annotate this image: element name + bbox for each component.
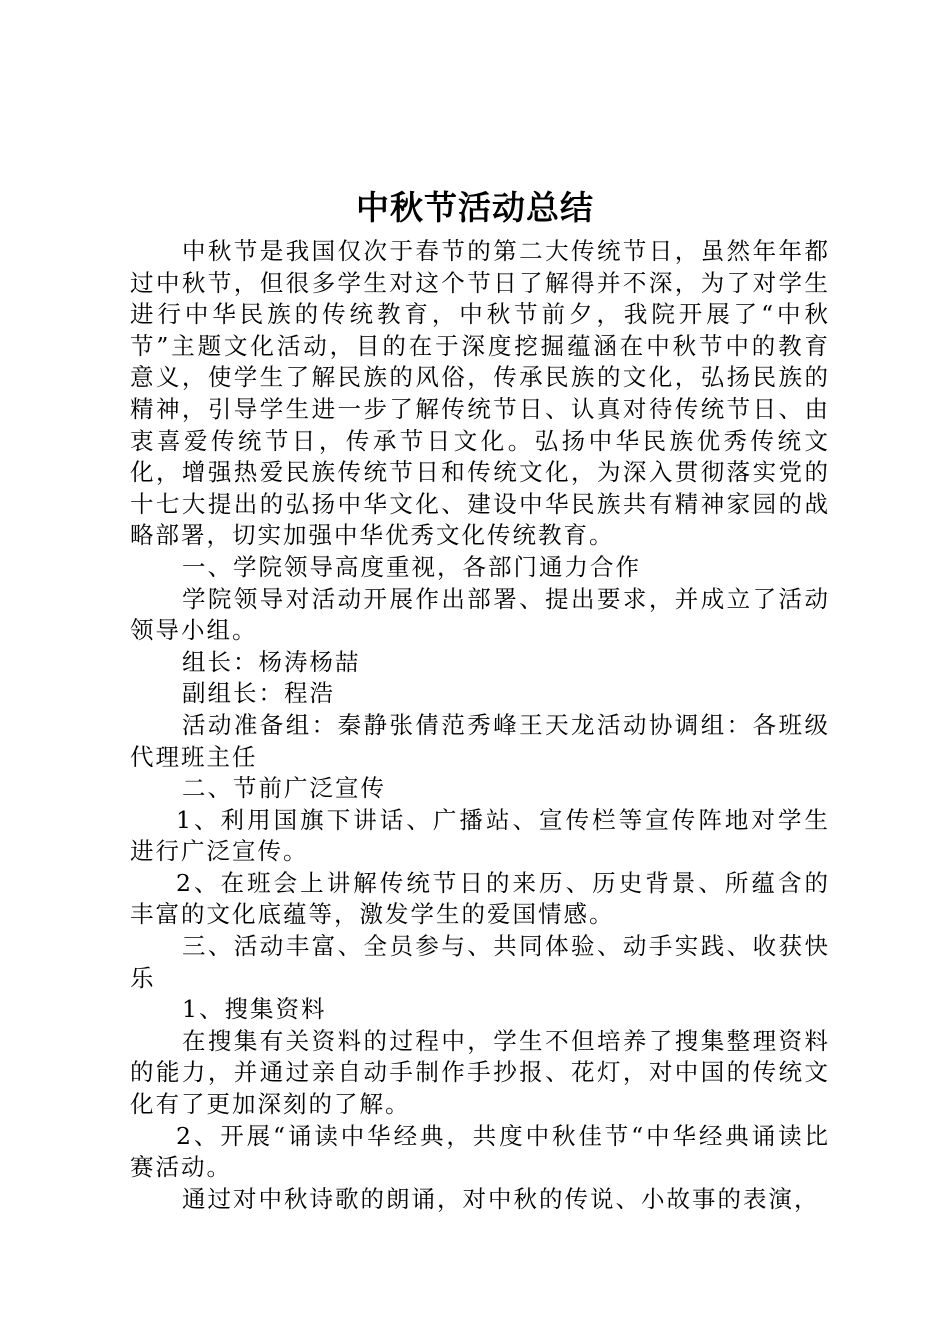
paragraph: 副组长：程浩 xyxy=(182,679,335,708)
paragraph: 学院领导对活动开展作出部署、提出要求，并成立了活动领导小组。 xyxy=(130,584,830,645)
paragraph: 1、搜集资料 xyxy=(182,995,327,1024)
paragraph: 活动准备组：秦静张倩范秀峰王天龙活动协调组：各班级代理班主任 xyxy=(130,710,830,771)
section-heading-2: 二、节前广泛宣传 xyxy=(182,774,386,803)
paragraph-intro: 中秋节是我国仅次于春节的第二大传统节日，虽然年年都过中秋节，但很多学生对这个节日了解得并不深，为了对学生进行中华民族的传统教育，中秋节前夕，我院开展了“中秋节”主题文化活动，目的在于深度挖掘蕴涵在中秋节中的教育意义，使学生了解民族的风俗，传承民族的文化，弘扬民族的精神，引导学生进一步了解传统节日、认真对待传统节日、由衷喜爱传统节日，传承节日文化。弘扬中华民族优秀传统文化，增强热爱民族传统节日和传统文化，为深入贯彻落实党的十七大提出的弘扬中华文化、建设中华民族共有精神家园的战略部署，切实加强中华优秀文化传统教育。 xyxy=(130,237,830,550)
document-body xyxy=(130,236,830,1215)
paragraph: 组长：杨涛杨喆 xyxy=(182,647,361,676)
section-heading-3: 三、活动丰富、全员参与、共同体验、动手实践、收获快乐 xyxy=(130,932,830,992)
paragraph: 通过对中秋诗歌的朗诵，对中秋的传说、小故事的表演， xyxy=(182,1184,820,1213)
paragraph: 2、开展“诵读中华经典，共度中秋佳节“中华经典诵读比赛活动。 xyxy=(130,1121,830,1182)
paragraph: 在搜集有关资料的过程中，学生不但培养了搜集整理资料的能力，并通过亲自动手制作手抄报、花灯，对中国的传统文化有了更加深刻的了解。 xyxy=(130,1026,830,1119)
section-heading-1: 一、学院领导高度重视，各部门通力合作 xyxy=(182,552,641,581)
paragraph: 2、在班会上讲解传统节日的来历、历史背景、所蕴含的丰富的文化底蕴等，激发学生的爱国情感。 xyxy=(130,868,830,929)
paragraph: 1、利用国旗下讲话、广播站、宣传栏等宣传阵地对学生进行广泛宣传。 xyxy=(130,805,830,866)
document-title: 中秋节活动总结 xyxy=(356,188,594,227)
